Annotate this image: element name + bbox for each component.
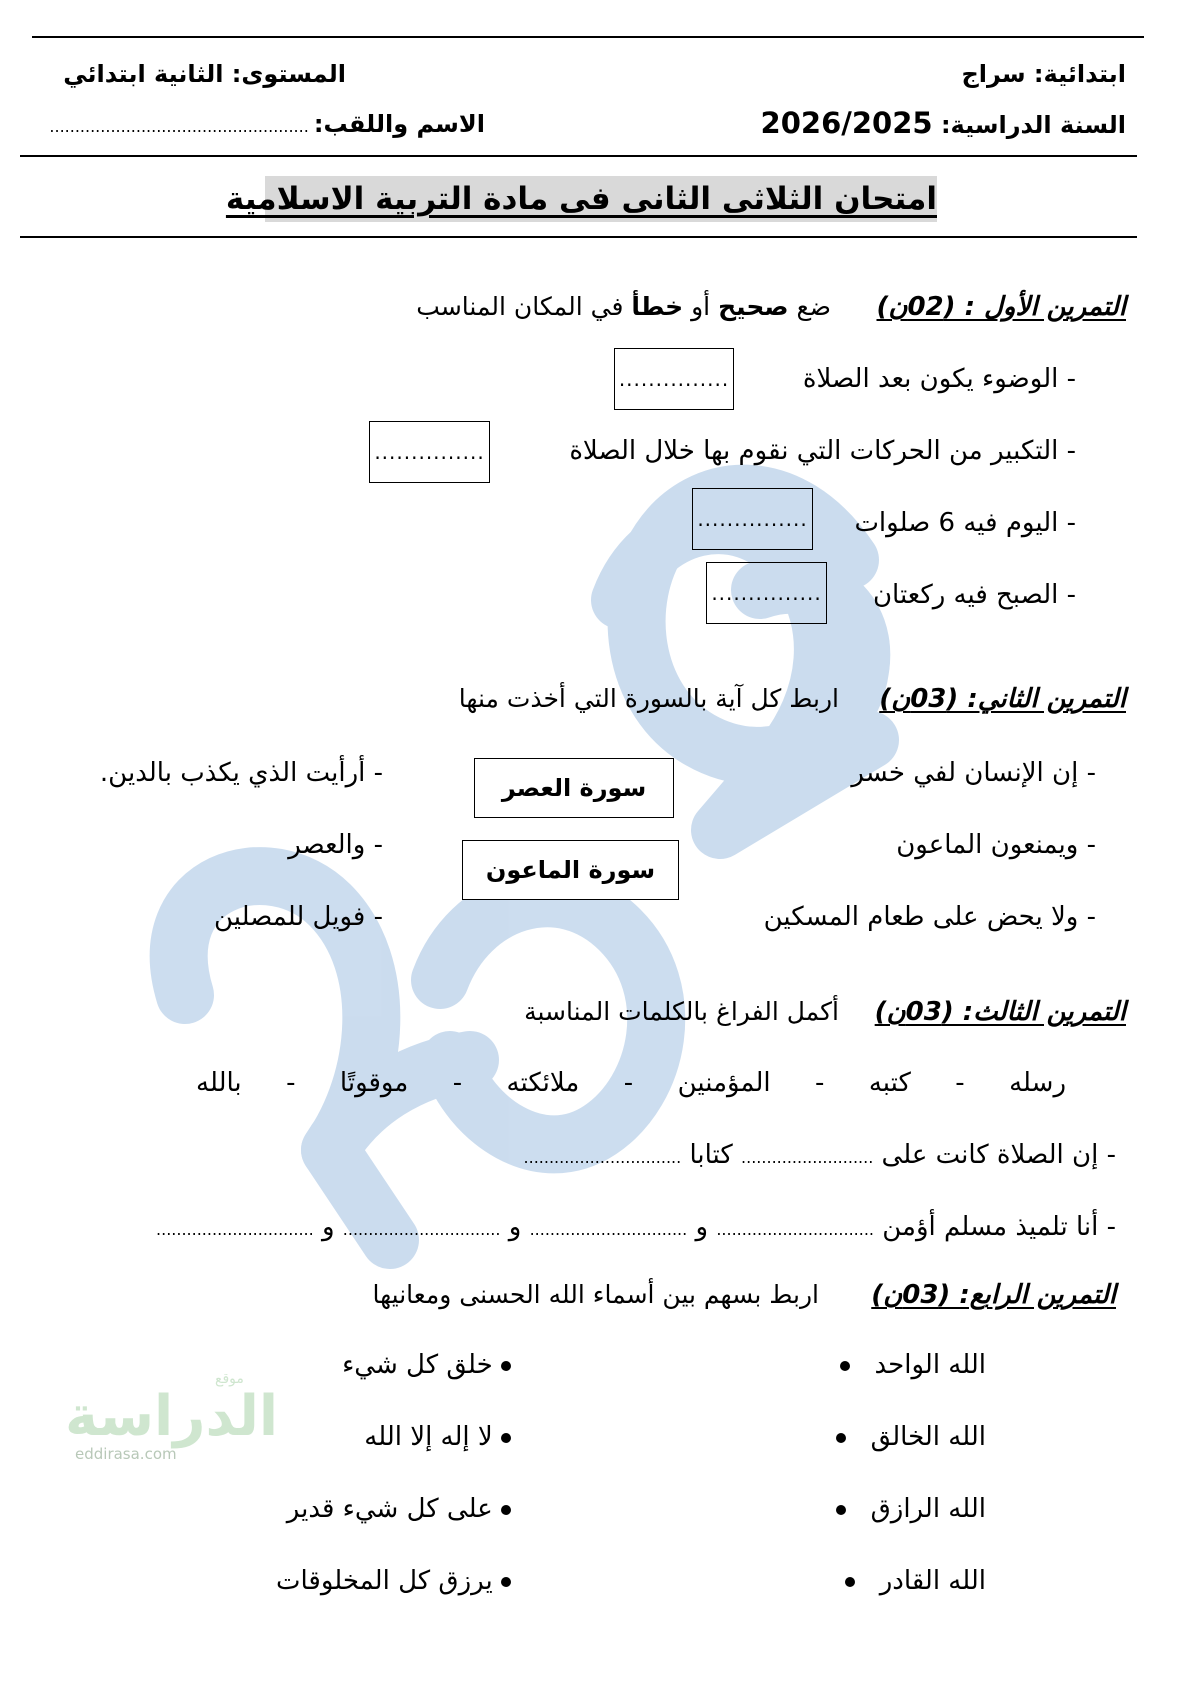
exercise2-verse-3: - ولا يحض على طعام المسكين — [763, 902, 1096, 932]
blank-3[interactable]: ............................... — [716, 1220, 874, 1239]
logo-small-text: موقع — [215, 1371, 244, 1387]
meaning-dot-1[interactable] — [501, 1361, 511, 1371]
exercise2-verse-4: - أرأيت الذي يكذب بالدين. — [99, 758, 383, 788]
school-year — [761, 106, 1126, 140]
meaning-2: لا إله إلا الله — [364, 1422, 511, 1452]
exercise2-verse-5: - والعصر — [288, 830, 383, 860]
word-bank-sep-4: - — [815, 1068, 825, 1098]
student-name-field[interactable] — [49, 110, 485, 138]
meaning-dot-3[interactable] — [501, 1505, 511, 1515]
exercise1-answer-box-4[interactable]: ............... — [706, 562, 827, 624]
exercise2-verse-1: - إن الإنسان لفي خسر — [851, 758, 1096, 788]
exercise1-title: التمرين الأول : (02ن) — [876, 292, 1126, 322]
exercise1-item-1: - الوضوء يكون بعد الصلاة — [802, 364, 1076, 394]
word-bank-sep-2: - — [452, 1068, 463, 1098]
name-dot-2[interactable] — [836, 1433, 846, 1443]
allah-name-2: الله الخالق — [836, 1422, 986, 1452]
exercise2-instruction: اربط كل آية بالسورة التي أخذت منها — [458, 684, 839, 713]
exam-title: امتحان الثلاثى الثانى فى مادة التربية الاسلامية — [265, 176, 937, 222]
word-bank-sep-5: - — [955, 1068, 965, 1098]
eddirasa-logo — [65, 1371, 279, 1463]
exercise4-instruction: اربط بسهم بين أسماء الله الحسنى ومعانيها — [372, 1280, 819, 1309]
word-bank-word-1: بالله — [196, 1068, 242, 1098]
exercise1-item-3: - اليوم فيه 6 صلوات — [854, 508, 1076, 538]
exercise3-sentence-2 — [156, 1212, 1116, 1242]
student-name-dots: ................................................... — [49, 117, 309, 136]
allah-name-3: الله الرازق — [836, 1494, 986, 1524]
exercise3-instruction: أكمل الفراغ بالكلمات المناسبة — [524, 997, 839, 1026]
meaning-4: يرزق كل المخلوقات — [276, 1566, 511, 1596]
word-bank-sep-3: - — [623, 1068, 634, 1098]
school-name: ابتدائية: سراج — [961, 60, 1126, 88]
exercise1-answer-box-3[interactable]: ............... — [692, 488, 813, 550]
blank-1[interactable]: .......................... — [741, 1148, 874, 1167]
conj-1: و — [695, 1212, 709, 1242]
exercise1-instr-or: أو — [691, 292, 711, 321]
meaning-dot-4[interactable] — [501, 1577, 511, 1587]
student-name-label: الاسم واللقب: — [313, 110, 485, 138]
blank-5[interactable]: ............................... — [342, 1220, 501, 1239]
sentence1-part-b: كتابا — [689, 1140, 733, 1170]
meaning-dot-2[interactable] — [501, 1433, 511, 1443]
word-bank — [196, 1068, 1066, 1098]
exercise1-instr-post: في المكان المناسب — [416, 292, 624, 321]
name-dot-3[interactable] — [836, 1505, 846, 1515]
blank-4[interactable]: ............................... — [529, 1220, 688, 1239]
word-bank-word-4: المؤمنين — [677, 1068, 771, 1098]
exercise2-title: التمرين الثاني: (03ن) — [879, 684, 1126, 714]
word-bank-word-6: رسله — [1009, 1068, 1066, 1098]
school-year-label: السنة الدراسية: — [940, 111, 1126, 139]
exercise3-sentence-1 — [524, 1140, 1116, 1170]
blank-2[interactable]: ............................... — [523, 1148, 682, 1167]
meaning-1: خلق كل شيء — [342, 1350, 511, 1380]
exercise1-instruction — [416, 292, 831, 321]
surah-box-asr: سورة العصر — [474, 758, 674, 818]
exercise2-verse-2: - ويمنعون الماعون — [896, 830, 1096, 860]
word-bank-word-2: موقوتًا — [339, 1068, 409, 1098]
logo-domain: eddirasa.com — [75, 1445, 177, 1463]
allah-name-4: الله القادر — [845, 1566, 986, 1596]
exercise1-instr-wrong: خطأ — [631, 292, 684, 321]
sentence2-part-a: - أنا تلميذ مسلم أؤمن — [882, 1212, 1116, 1242]
exercise3-title: التمرين الثالث: (03ن) — [874, 997, 1126, 1027]
word-bank-word-5: كتبه — [868, 1068, 911, 1098]
blank-6[interactable]: ............................... — [156, 1220, 314, 1239]
word-bank-sep-1: - — [286, 1068, 296, 1098]
meaning-3: على كل شيء قدير — [287, 1494, 511, 1524]
exercise1-instr-correct: صحيح — [718, 292, 789, 321]
header-rule — [20, 155, 1137, 157]
name-dot-4[interactable] — [845, 1577, 855, 1587]
exercise2-verse-6: - فويل للمصلين — [213, 902, 383, 932]
logo-arabic-text: الدراسة — [65, 1384, 279, 1449]
exercise1-item-2: - التكبير من الحركات التي نقوم بها خلال الصلاة — [569, 436, 1076, 466]
level-label: المستوى: الثانية ابتدائي — [63, 60, 346, 88]
surah-box-maun: سورة الماعون — [462, 840, 679, 900]
exercise1-instr-pre: ضع — [796, 292, 831, 321]
exercise1-item-4: - الصبح فيه ركعتان — [872, 580, 1076, 610]
school-year-value: 2026/2025 — [760, 106, 933, 140]
conj-2: و — [508, 1212, 522, 1242]
sentence1-part-a: - إن الصلاة كانت على — [881, 1140, 1116, 1170]
allah-name-1: الله الواحد — [840, 1350, 986, 1380]
conj-3: و — [321, 1212, 335, 1242]
exercise1-answer-box-2[interactable]: ............... — [369, 421, 490, 483]
title-rule — [20, 236, 1137, 238]
exercise1-answer-box-1[interactable]: ............... — [614, 348, 734, 410]
top-rule — [32, 36, 1144, 38]
exercise4-title: التمرين الرابع: (03ن) — [871, 1280, 1116, 1310]
name-dot-1[interactable] — [840, 1361, 850, 1371]
word-bank-word-3: ملائكته — [506, 1068, 580, 1098]
